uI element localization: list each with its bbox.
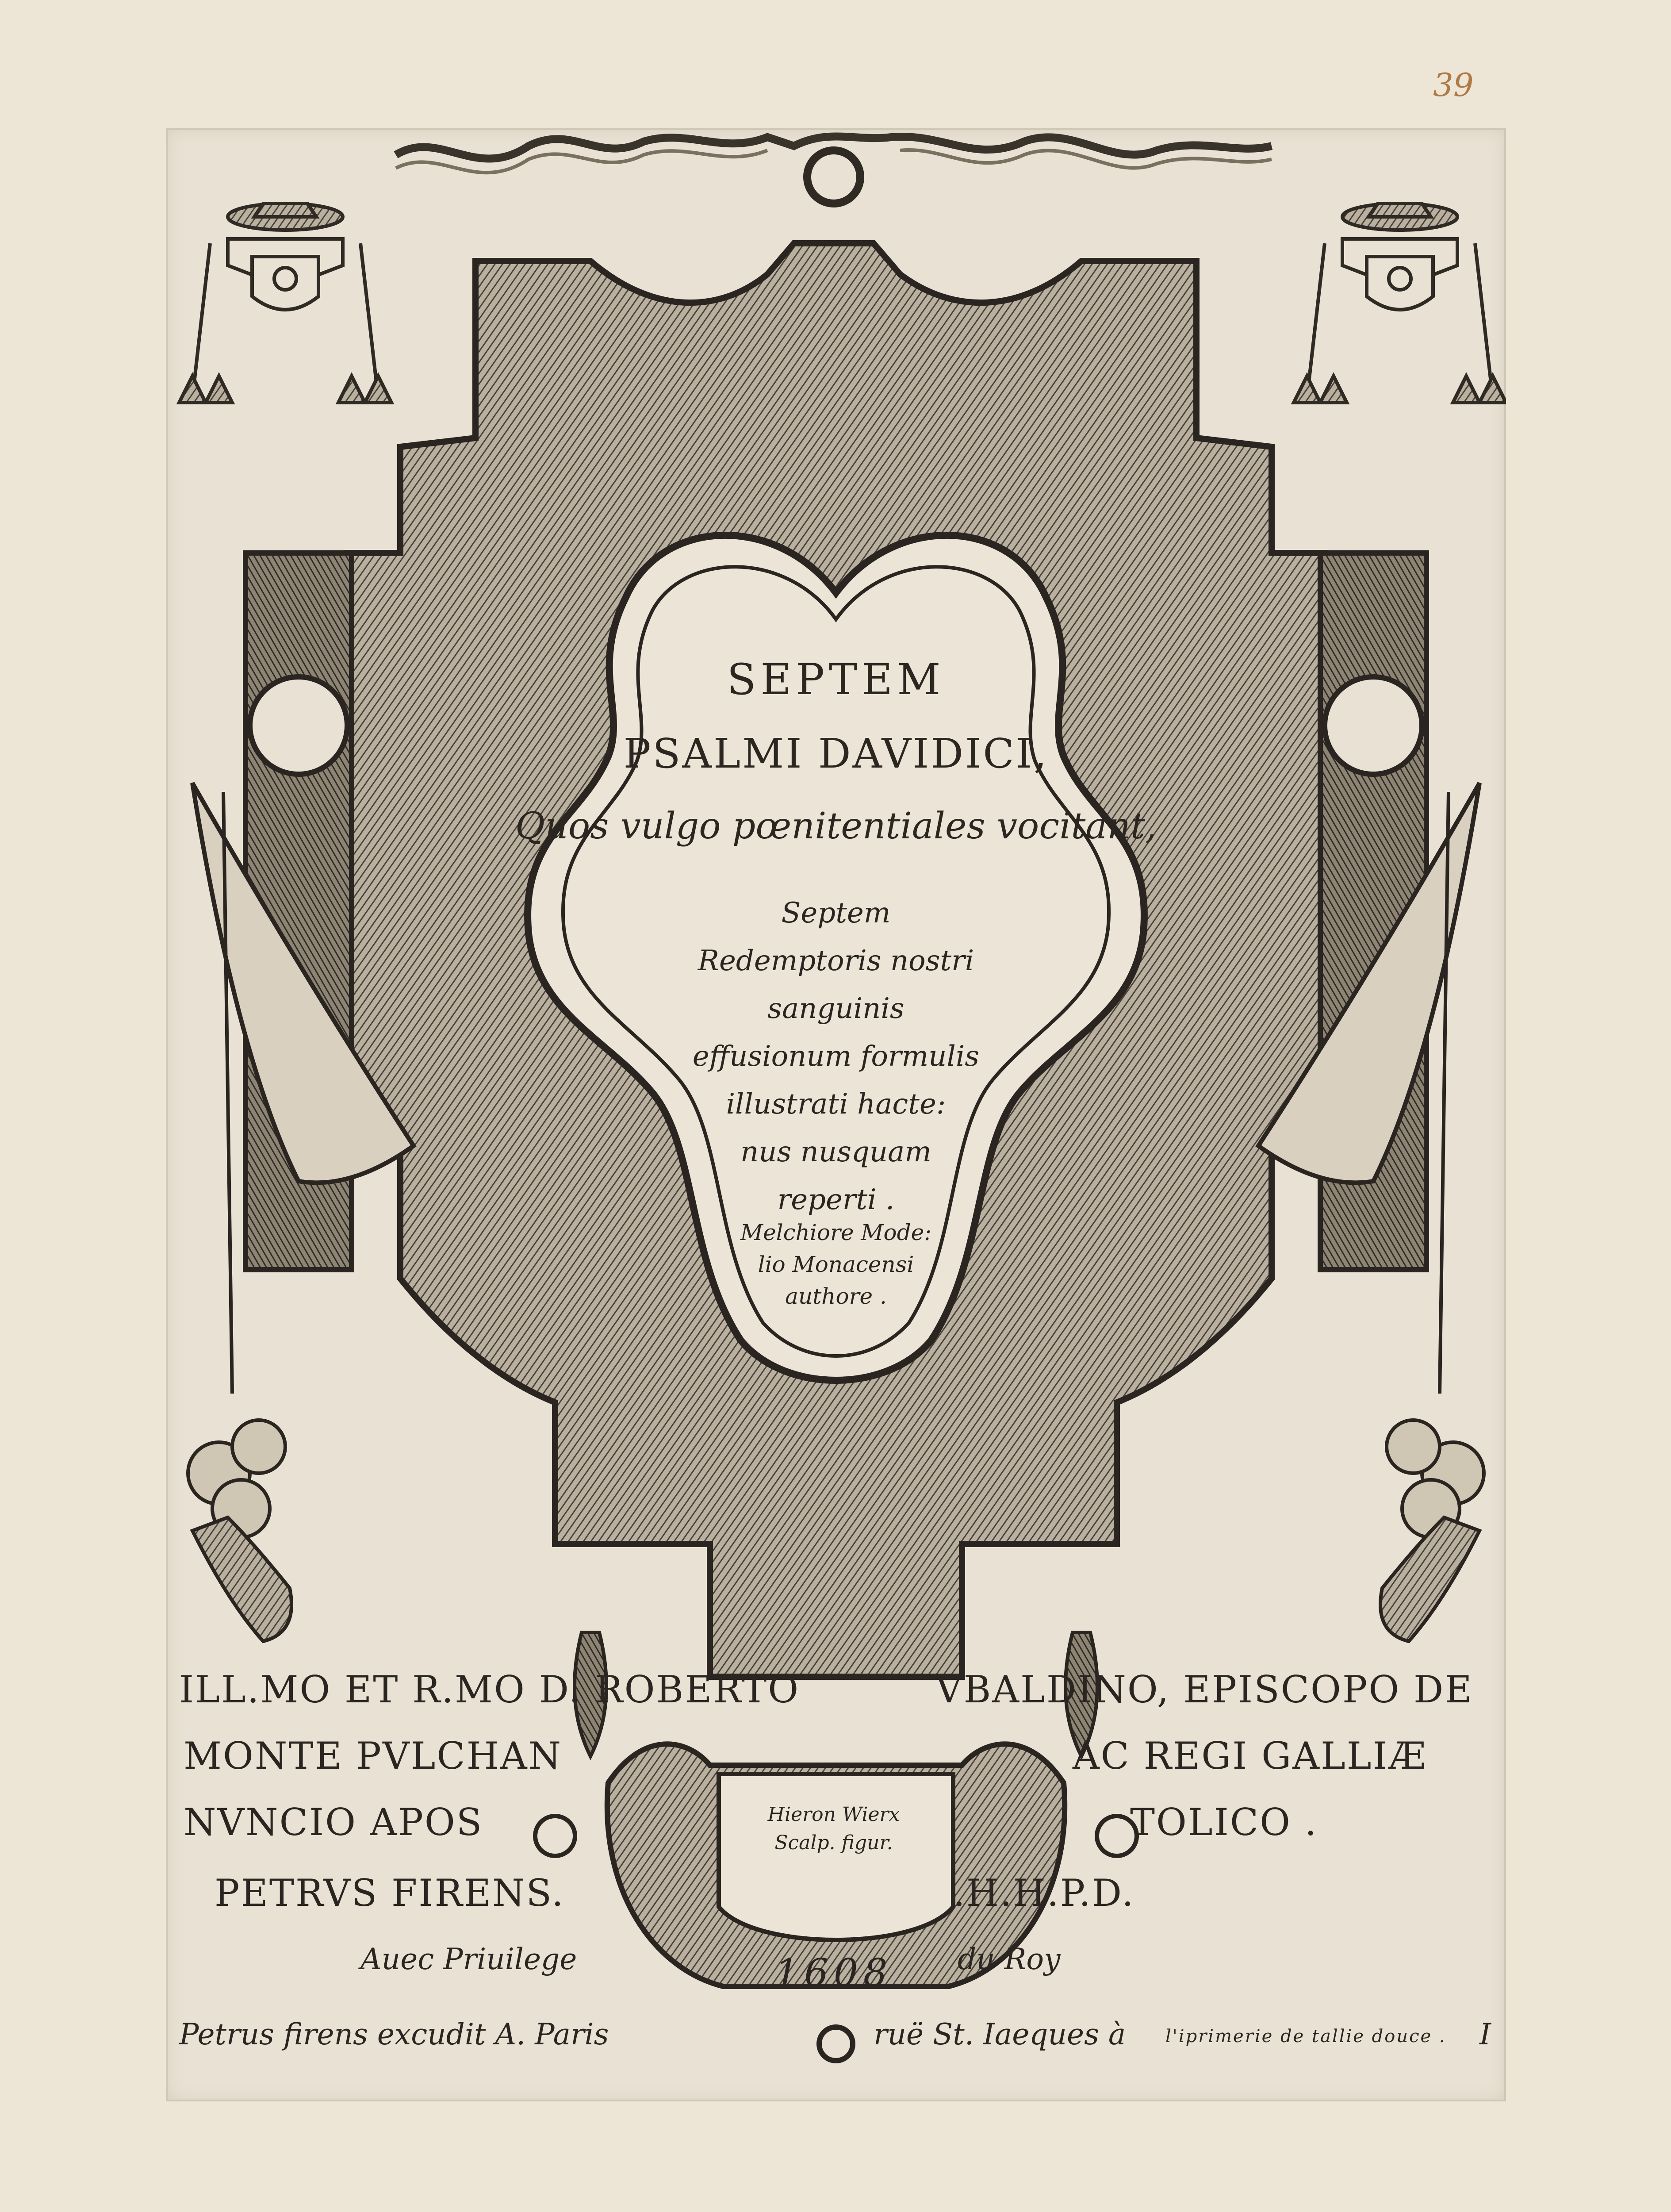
dedication-line-2b: AC REGI GALLIÆ (1073, 1734, 1427, 1778)
privilege-du-roy: du Roy (958, 1942, 1061, 1976)
engraved-plate (166, 128, 1506, 2101)
title-block (675, 889, 997, 1224)
engraver-line: Scalp. figur. (774, 1832, 893, 1854)
title-block-line: Redemptoris nostri sanguinis (698, 945, 974, 1025)
dedication-line-2a: MONTE PVLCHAN (184, 1734, 563, 1778)
plate-number: I (1479, 2017, 1491, 2051)
author-credit (723, 1217, 949, 1312)
dedication-line-1b: VBALDINO, EPISCOPO DE (935, 1668, 1473, 1711)
author-line: Melchiore Mode: (740, 1220, 932, 1245)
right-coat-of-arms (1294, 204, 1506, 403)
title-block-line: illustrati hacte: (726, 1088, 946, 1121)
privilege-text: Auec Priuilege (360, 1942, 577, 1976)
publication-year: 1608 (774, 1951, 893, 1995)
engraver-credit (736, 1801, 931, 1857)
page-number: 39 (1433, 66, 1474, 104)
left-coat-of-arms (179, 204, 391, 403)
imprint-printshop: l'iprimerie de tallie douce . (1165, 2026, 1446, 2047)
author-line: authore . (785, 1283, 887, 1309)
title-block-line: nus nusquam (740, 1136, 931, 1168)
engraver-line: Hieron Wierx (767, 1803, 900, 1826)
dedication-line-1a: ILL.MO ET R.MO D. ROBERTO (179, 1668, 800, 1711)
title-line-1: SEPTEM (727, 655, 945, 704)
title-line-3: Quos vulgo pœnitentiales vocitant, (515, 805, 1157, 847)
top-ring-ornament (807, 150, 860, 204)
imprint-address: ruë St. Iaeques à (874, 2017, 1126, 2051)
title-block-line: reperti . (777, 1183, 895, 1216)
bottom-ring-ornament (819, 2027, 853, 2061)
dedication-line-3b: TOLICO . (1130, 1801, 1318, 1844)
dedication-line-4a: PETRVS FIRENS. (215, 1871, 565, 1915)
author-line: lio Monacensi (758, 1252, 914, 1277)
dedication-line-4b: .H.H.P.D. (953, 1871, 1135, 1915)
title-block-line: effusionum formulis (692, 1040, 980, 1073)
title-block-line: Septem (781, 897, 891, 929)
dedication-line-3a: NVNCIO APOS (184, 1801, 483, 1844)
title-line-2: PSALMI DAVIDICI, (623, 730, 1049, 777)
imprint-publisher: Petrus firens excudit A. Paris (179, 2017, 609, 2051)
